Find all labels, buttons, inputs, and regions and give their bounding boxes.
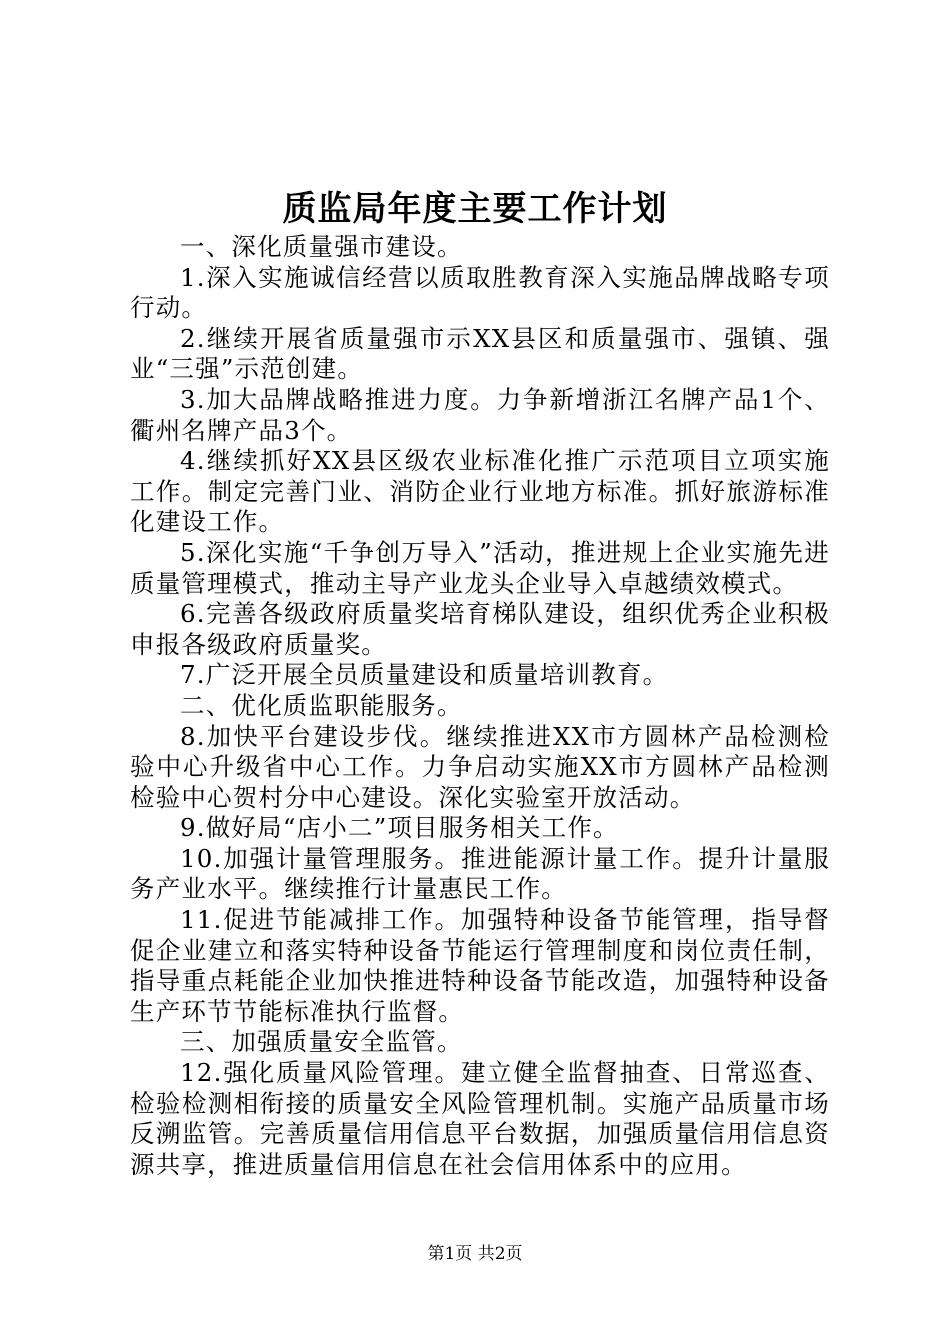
paragraph-item-7: 7.广泛开展全员质量建设和质量培训教育。 (180, 660, 669, 690)
paragraph-item-3: 3.加大品牌战略推进力度。力争新增浙江名牌产品1个、衢州名牌产品3个。 (130, 384, 830, 445)
paragraph-item-9: 9.做好局“店小二”项目服务相关工作。 (180, 813, 619, 843)
paragraph-item-8: 8.加快平台建设步伐。继续推进XX市方圆林产品检测检验中心升级省中心工作。力争启动实施XX市方圆林产品检测检验中心贺村分中心建设。深化实验室开放活动。 (130, 721, 830, 812)
paragraph-item-5: 5.深化实施“千争创万导入”活动，推进规上企业实施先进质量管理模式，推动主导产业龙头企业导入卓越绩效模式。 (130, 537, 830, 598)
document-title: 质监局年度主要工作计划 (282, 189, 668, 229)
section-heading-3: 三、加强质量安全监管。 (180, 1027, 463, 1057)
paragraph-item-4: 4.继续抓好XX县区级农业标准化推广示范项目立项实施工作。制定完善门业、消防企业行业地方标准。抓好旅游标准化建设工作。 (130, 446, 830, 537)
section-heading-2: 二、优化质监职能服务。 (180, 690, 463, 720)
paragraph-item-6: 6.完善各级政府质量奖培育梯队建设，组织优秀企业积极申报各级政府质量奖。 (130, 599, 830, 659)
paragraph-item-1: 1.深入实施诚信经营以质取胜教育深入实施品牌战略专项行动。 (130, 262, 830, 323)
page-footer: 第1页 共2页 (427, 1244, 523, 1264)
section-heading-1: 一、深化质量强市建设。 (180, 232, 463, 261)
paragraph-item-10: 10.加强计量管理服务。推进能源计量工作。提升计量服务产业水平。继续推行计量惠民工作。 (130, 843, 830, 904)
paragraph-item-11: 11.促进节能减排工作。加强特种设备节能管理，指导督促企业建立和落实特种设备节能运行管理制度和岗位责任制，指导重点耗能企业加快推进特种设备节能改造，加强特种设备生产环节节能标准执行监督。 (130, 905, 830, 1026)
paragraph-item-2: 2.继续开展省质量强市示XX县区和质量强市、强镇、强业“三强”示范创建。 (130, 323, 830, 384)
document-body (130, 232, 830, 1180)
paragraph-item-12: 12.强化质量风险管理。建立健全监督抽查、日常巡查、检验检测相衔接的质量安全风险管理机制。实施产品质量市场反溯监管。完善质量信用信息平台数据，加强质量信用信息资源共享，推进质量信用信息在社会信用体系中的应用。 (130, 1058, 830, 1179)
